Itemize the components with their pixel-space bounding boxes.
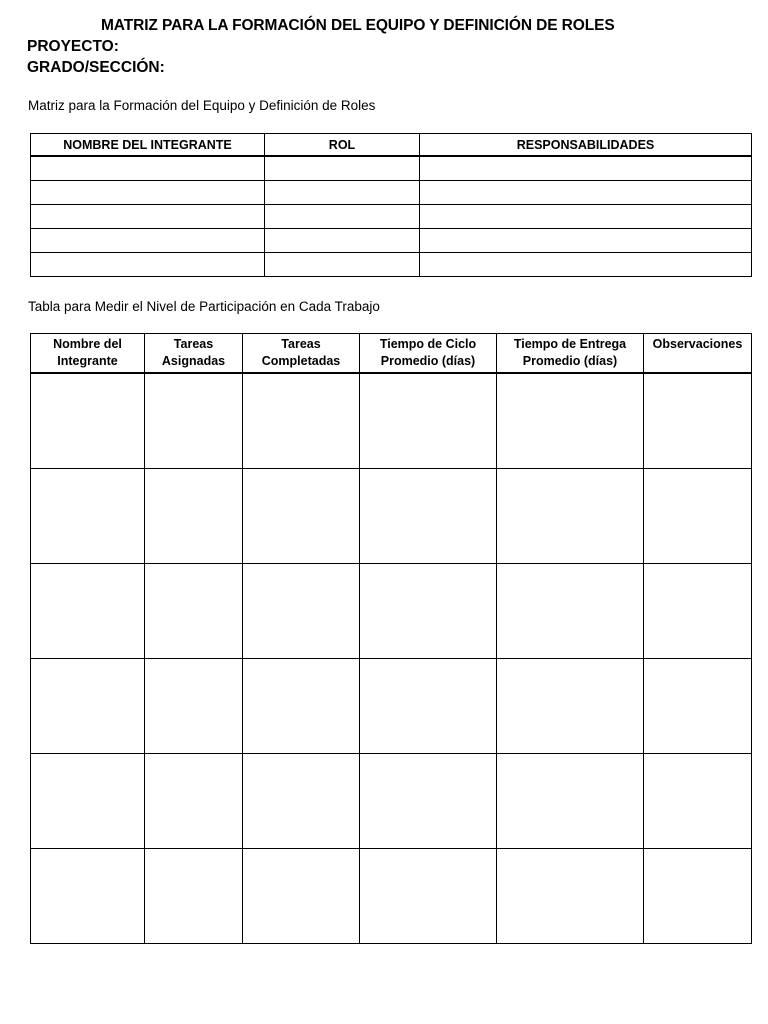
table-row xyxy=(31,181,752,205)
observations-cell[interactable] xyxy=(644,849,752,944)
table-row xyxy=(31,849,752,944)
role-cell[interactable] xyxy=(265,253,420,277)
header-member-name: NOMBRE DEL INTEGRANTE xyxy=(31,134,265,157)
member-name-cell[interactable] xyxy=(31,469,145,564)
project-label: PROYECTO: xyxy=(27,38,119,55)
header-role: ROL xyxy=(265,134,420,157)
role-cell[interactable] xyxy=(265,205,420,229)
completed-tasks-cell[interactable] xyxy=(243,659,360,754)
header-delivery-time xyxy=(497,334,644,374)
participation-table xyxy=(30,333,752,944)
roles-header-row xyxy=(31,134,752,157)
observations-cell[interactable] xyxy=(644,469,752,564)
page-title: MATRIZ PARA LA FORMACIÓN DEL EQUIPO Y DEFINICIÓN DE ROLES xyxy=(101,17,615,34)
role-cell[interactable] xyxy=(265,181,420,205)
assigned-tasks-cell[interactable] xyxy=(145,659,243,754)
header-assigned-tasks xyxy=(145,334,243,374)
observations-cell[interactable] xyxy=(644,754,752,849)
table-row xyxy=(31,156,752,181)
header-observations xyxy=(644,334,752,374)
table-row xyxy=(31,469,752,564)
responsibilities-cell[interactable] xyxy=(420,229,752,253)
table-row xyxy=(31,659,752,754)
roles-table xyxy=(30,133,752,277)
table-row xyxy=(31,229,752,253)
header-line: Tiempo de Ciclo xyxy=(379,337,477,351)
member-name-cell[interactable] xyxy=(31,156,265,181)
role-cell[interactable] xyxy=(265,156,420,181)
assigned-tasks-cell[interactable] xyxy=(145,564,243,659)
header-line: Tareas xyxy=(281,337,321,351)
header-line: Nombre del xyxy=(53,337,122,351)
delivery-time-cell[interactable] xyxy=(497,373,644,469)
observations-cell[interactable] xyxy=(644,659,752,754)
grade-section-label: GRADO/SECCIÓN: xyxy=(27,59,165,76)
delivery-time-cell[interactable] xyxy=(497,469,644,564)
header-line: Completadas xyxy=(261,354,341,368)
completed-tasks-cell[interactable] xyxy=(243,754,360,849)
table-row xyxy=(31,253,752,277)
cycle-time-cell[interactable] xyxy=(360,564,497,659)
completed-tasks-cell[interactable] xyxy=(243,469,360,564)
assigned-tasks-cell[interactable] xyxy=(145,469,243,564)
member-name-cell[interactable] xyxy=(31,849,145,944)
table-row xyxy=(31,754,752,849)
header-line: Asignadas xyxy=(161,354,226,368)
observations-cell[interactable] xyxy=(644,564,752,659)
table-row xyxy=(31,373,752,469)
responsibilities-cell[interactable] xyxy=(420,253,752,277)
responsibilities-cell[interactable] xyxy=(420,205,752,229)
assigned-tasks-cell[interactable] xyxy=(145,754,243,849)
member-name-cell[interactable] xyxy=(31,229,265,253)
member-name-cell[interactable] xyxy=(31,564,145,659)
header-line: Tiempo de Entrega xyxy=(513,337,627,351)
delivery-time-cell[interactable] xyxy=(497,659,644,754)
cycle-time-cell[interactable] xyxy=(360,469,497,564)
assigned-tasks-cell[interactable] xyxy=(145,849,243,944)
delivery-time-cell[interactable] xyxy=(497,754,644,849)
participation-table-caption: Tabla para Medir el Nivel de Participación en Cada Trabajo xyxy=(28,299,380,314)
responsibilities-cell[interactable] xyxy=(420,181,752,205)
completed-tasks-cell[interactable] xyxy=(243,564,360,659)
member-name-cell[interactable] xyxy=(31,373,145,469)
member-name-cell[interactable] xyxy=(31,659,145,754)
member-name-cell[interactable] xyxy=(31,181,265,205)
member-name-cell[interactable] xyxy=(31,253,265,277)
cycle-time-cell[interactable] xyxy=(360,659,497,754)
header-line: Tareas xyxy=(173,337,214,351)
cycle-time-cell[interactable] xyxy=(360,849,497,944)
cycle-time-cell[interactable] xyxy=(360,754,497,849)
delivery-time-cell[interactable] xyxy=(497,849,644,944)
member-name-cell[interactable] xyxy=(31,754,145,849)
header-line: Observaciones xyxy=(652,337,743,351)
delivery-time-cell[interactable] xyxy=(497,564,644,659)
table-row xyxy=(31,564,752,659)
header-member-name xyxy=(31,334,145,374)
header-line: Promedio (días) xyxy=(522,354,618,368)
role-cell[interactable] xyxy=(265,229,420,253)
header-responsibilities: RESPONSABILIDADES xyxy=(420,134,752,157)
table-row xyxy=(31,205,752,229)
header-cycle-time xyxy=(360,334,497,374)
header-line: Promedio (días) xyxy=(380,354,476,368)
assigned-tasks-cell[interactable] xyxy=(145,373,243,469)
observations-cell[interactable] xyxy=(644,373,752,469)
header-completed-tasks xyxy=(243,334,360,374)
roles-table-caption: Matriz para la Formación del Equipo y Definición de Roles xyxy=(28,98,376,113)
member-name-cell[interactable] xyxy=(31,205,265,229)
responsibilities-cell[interactable] xyxy=(420,156,752,181)
cycle-time-cell[interactable] xyxy=(360,373,497,469)
completed-tasks-cell[interactable] xyxy=(243,849,360,944)
header-line: Integrante xyxy=(57,354,118,368)
completed-tasks-cell[interactable] xyxy=(243,373,360,469)
participation-header-row xyxy=(31,334,752,374)
